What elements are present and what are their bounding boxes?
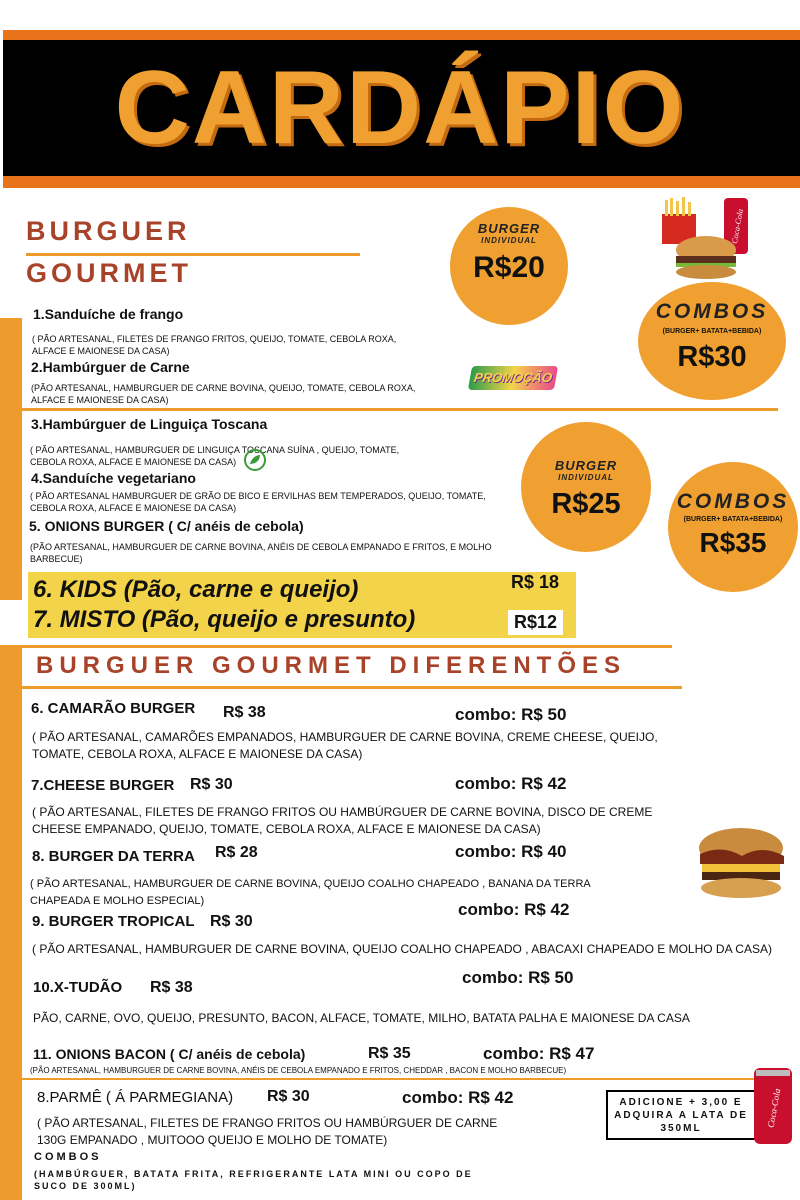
menu-item-desc: ( PÃO ARTESANAL, FILETES DE FRANGO FRITOS, QUEIJO, TOMATE, CEBOLA ROXA, ALFACE E MAIONESE DA CASA)	[32, 334, 397, 356]
soda-can-image	[750, 1066, 796, 1146]
divider	[22, 645, 672, 648]
circle-price: R$35	[699, 527, 767, 558]
misto-price: R$12	[508, 610, 563, 635]
circle-price: R$20	[473, 251, 545, 284]
circle-price: R$25	[551, 488, 621, 520]
menu-item-title: 7.CHEESE BURGER	[31, 777, 175, 794]
menu-item-title: 11. ONIONS BACON ( C/ anéis de cebola)	[33, 1046, 306, 1062]
leaf-icon	[244, 449, 266, 471]
menu-item-title: 8.PARMÊ ( Á PARMEGIANA)	[37, 1089, 234, 1106]
menu-item-desc: ( PÃO ARTESANAL, HAMBURGUER DE CARNE BOVINA, QUEIJO COALHO CHAPEADO , ABACAXI CHAPEADO E MOLHO DA CASA)	[32, 942, 772, 956]
menu-item-title: 5. ONIONS BURGER ( C/ anéis de cebola)	[29, 518, 304, 534]
divider	[26, 253, 360, 256]
menu-item-desc: ( PÃO ARTESANAL, FILETES DE FRANGO FRITOS OU HAMBÚRGUER DE CARNE BOVINA, DISCO DE CREME CHEESE EMPANADO, QUEIJO, TOMATE, CEBOLA ROXA, ALFACE E MAIONESE DA CASA)	[32, 805, 653, 836]
section-title-line1: BURGUER	[26, 216, 191, 246]
menu-item-title: 9. BURGER TROPICAL	[32, 913, 195, 930]
circle-price: R$30	[677, 341, 747, 373]
menu-item-price: R$ 35	[368, 1045, 411, 1062]
menu-item-title: 8. BURGER DA TERRA	[32, 848, 195, 865]
divider	[22, 408, 778, 411]
combos-title: COMBOS	[34, 1151, 102, 1163]
menu-item-desc: ( PÃO ARTESANAL, HAMBURGUER DE LINGUIÇA TOSCANA SUÍNA , QUEIJO, TOMATE, CEBOLA ROXA, ALFACE E MAIONESE DA CASA)	[30, 445, 400, 467]
menu-item-title: 2.Hambúrguer de Carne	[31, 359, 190, 375]
menu-item-price: R$ 38	[150, 979, 193, 996]
promo-badge	[468, 366, 558, 390]
menu-item-price: R$ 30	[267, 1088, 310, 1105]
circle-sub: INDIVIDUAL	[481, 236, 537, 245]
menu-item-desc: ( PÃO ARTESANAL, HAMBURGUER DE CARNE BOVINA, QUEIJO COALHO CHAPEADO , BANANA DA TERRA CHAPEADA E MOLHO ESPECIAL)	[30, 878, 591, 907]
menu-item-desc: (PÃO ARTESANAL, HAMBURGUER DE CARNE BOVINA, ANÉIS DE CEBOLA EMPANADO E FRITOS, CHEDDAR , BACON E MOLHO BARBECUE)	[30, 1066, 567, 1075]
section2-title: BURGUER GOURMET DIFERENTÕES	[36, 652, 627, 679]
side-accent-bar	[0, 645, 22, 1200]
menu-item-combo: combo: R$ 40	[455, 842, 567, 861]
menu-item-title: 6. CAMARÃO BURGER	[31, 700, 196, 717]
combo-burger-image	[656, 196, 756, 292]
kids-price: R$ 18	[511, 572, 560, 592]
section-title-line2: GOURMET	[26, 258, 192, 288]
price-circle-burger	[450, 207, 568, 325]
promo-label: PROMOÇÃO	[472, 370, 554, 385]
menu-item-combo: combo: R$ 47	[483, 1044, 595, 1063]
menu-item-price: R$ 28	[215, 844, 258, 861]
price-circle-burger	[521, 422, 651, 552]
menu-item-desc: (PÃO ARTESANAL, HAMBURGUER DE CARNE BOVINA, QUEIJO, TOMATE, CEBOLA ROXA, ALFACE E MAIONESE DA CASA)	[31, 383, 416, 405]
circle-sub: (BURGER+ BATATA+BEBIDA)	[662, 328, 762, 335]
svg-text:Coca-Cola: Coca-Cola	[729, 208, 745, 245]
page-title: CARDÁPIO	[114, 50, 686, 166]
menu-item-desc: ( PÃO ARTESANAL HAMBURGUER DE GRÃO DE BICO E ERVILHAS BEM TEMPERADOS, QUEIJO, TOMATE, CEBOLA ROXA, ALFACE E MAIONESE DA CASA)	[30, 491, 486, 513]
menu-item-title: 3.Hambúrguer de Linguiça Toscana	[31, 416, 268, 432]
circle-label: COMBOS	[676, 490, 790, 513]
circle-label: BURGER	[477, 221, 541, 236]
kids-label: 6. KIDS (Pão, carne e queijo)	[33, 576, 359, 603]
addon-box	[606, 1090, 756, 1140]
circle-sub: INDIVIDUAL	[558, 473, 614, 482]
menu-item-price: R$ 30	[210, 913, 253, 930]
addon-text: ADICIONE + 3,00 E ADQUIRA A LATA DE 350ML	[614, 1097, 748, 1134]
menu-item-combo: combo: R$ 42	[455, 774, 567, 793]
menu-item-desc: PÃO, CARNE, OVO, QUEIJO, PRESUNTO, BACON, ALFACE, TOMATE, MILHO, BATATA PALHA E MAIONESE DA CASA	[33, 1011, 690, 1025]
menu-item-price: R$ 30	[190, 776, 233, 793]
bacon-burger-image	[692, 826, 790, 900]
price-circle-combo	[638, 282, 786, 400]
menu-item-title: 1.Sanduíche de frango	[33, 306, 184, 322]
menu-item-desc: (PÃO ARTESANAL, HAMBURGUER DE CARNE BOVINA, ANÉIS DE CEBOLA EMPANADO E FRITOS, E MOLHO BARBECUE)	[30, 542, 492, 564]
menu-item-combo: combo: R$ 42	[458, 900, 570, 919]
combos-desc: (HAMBÚRGUER, BATATA FRITA, REFRIGERANTE LATA MINI OU COPO DE SUCO DE 300ML)	[34, 1169, 473, 1191]
menu-item-combo: combo: R$ 50	[462, 968, 574, 987]
menu-item-title: 10.X-TUDÃO	[33, 979, 123, 996]
divider	[22, 1078, 782, 1080]
circle-sub: (BURGER+ BATATA+BEBIDA)	[683, 516, 783, 523]
menu-item-combo: combo: R$ 50	[455, 705, 567, 724]
menu-item-title: 4.Sanduíche vegetariano	[31, 470, 196, 486]
misto-label: 7. MISTO (Pão, queijo e presunto)	[33, 606, 416, 633]
divider	[22, 686, 682, 689]
side-accent-bar	[0, 318, 22, 600]
menu-item-desc: ( PÃO ARTESANAL, CAMARÕES EMPANADOS, HAMBURGUER DE CARNE BOVINA, CREME CHEESE, QUEIJO, TOMATE, CEBOLA ROXA, ALFACE E MAIONESE DA CASA)	[32, 730, 658, 761]
svg-text:Coca-Cola: Coca-Cola	[765, 1087, 783, 1129]
price-circle-combo	[668, 462, 798, 592]
menu-item-price: R$ 38	[223, 704, 266, 721]
circle-label: COMBOS	[655, 300, 769, 323]
circle-label: BURGER	[554, 458, 618, 473]
menu-item-desc: ( PÃO ARTESANAL, FILETES DE FRANGO FRITOS OU HAMBÚRGUER DE CARNE 130G EMPANADO , MUITOOO QUEIJO E MOLHO DE TOMATE)	[37, 1116, 498, 1147]
menu-item-combo: combo: R$ 42	[402, 1088, 514, 1107]
